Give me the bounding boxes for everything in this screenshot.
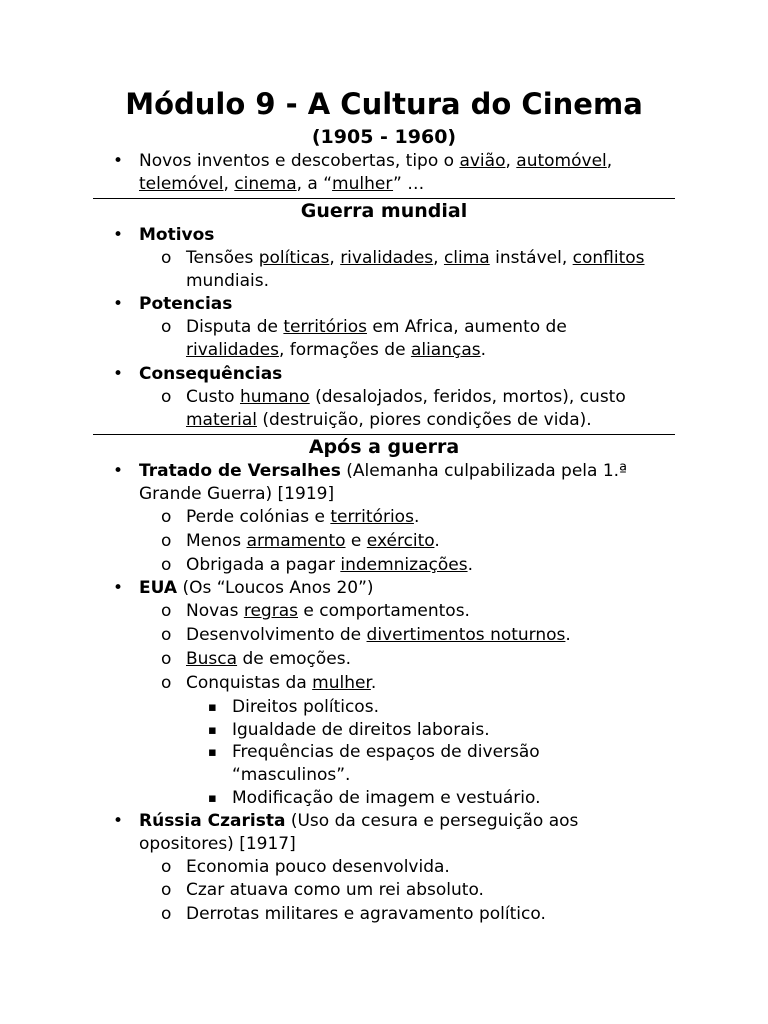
- potencias-line-1: Disputa de territórios em Africa, aumento de: [186, 317, 567, 337]
- eua-subitem-4: Modificação de imagem e vestuário.: [232, 788, 541, 808]
- eua-line-1: EUA (Os “Loucos Anos 20”): [139, 578, 374, 598]
- russia-line-1: Rússia Czarista (Uso da cesura e perseguição aos: [139, 811, 579, 831]
- label-potencias: Potencias: [139, 294, 233, 314]
- bullet-circle: o: [161, 857, 172, 877]
- page-title: Módulo 9 - A Cultura do Cinema: [125, 87, 643, 121]
- versalhes-item-1: Perde colónias e territórios.: [186, 507, 420, 527]
- bullet-circle: o: [161, 649, 172, 669]
- bullet-square: ▪: [208, 723, 217, 738]
- label-consequencias: Consequências: [139, 364, 283, 384]
- page-subtitle: (1905 - 1960): [311, 126, 457, 148]
- bullet-circle: o: [161, 904, 172, 924]
- motivos-line-1: Tensões políticas, rivalidades, clima instável, conflitos: [186, 248, 645, 268]
- bullet-circle: o: [161, 625, 172, 645]
- bullet-disc: •: [113, 811, 124, 831]
- eua-subitem-3b: “masculinos”.: [232, 765, 351, 785]
- bullet-circle: o: [161, 555, 172, 575]
- keyword-aviao: avião: [459, 151, 506, 171]
- bullet-square: ▪: [208, 700, 217, 715]
- consequencias-line-2: material (destruição, piores condições de vida).: [186, 410, 592, 430]
- label-versalhes: Tratado de Versalhes: [139, 461, 341, 481]
- eua-subitem-2: Igualdade de direitos laborais.: [232, 720, 490, 740]
- bullet-circle: o: [161, 507, 172, 527]
- section-heading-guerra-mundial: Guerra mundial: [300, 200, 468, 222]
- keyword-mulher: mulher: [332, 174, 394, 194]
- consequencias-line-1: Custo humano (desalojados, feridos, mortos), custo: [186, 387, 626, 407]
- intro-line-2: telemóvel, cinema, a “mulher” …: [139, 174, 425, 194]
- eua-item-3: Busca de emoções.: [186, 649, 352, 669]
- bullet-circle: o: [161, 601, 172, 621]
- russia-item-3: Derrotas militares e agravamento político.: [186, 904, 546, 924]
- label-motivos: Motivos: [139, 225, 215, 245]
- russia-line-2: opositores) [1917]: [139, 834, 296, 854]
- eua-item-1: Novas regras e comportamentos.: [186, 601, 470, 621]
- label-eua: EUA: [139, 578, 178, 598]
- bullet-circle: o: [161, 387, 172, 407]
- keyword-telemovel: telemóvel: [139, 174, 224, 194]
- motivos-line-2: mundiais.: [186, 271, 270, 291]
- bullet-disc: •: [113, 578, 124, 598]
- bullet-circle: o: [161, 317, 172, 337]
- versalhes-line-2: Grande Guerra) [1919]: [139, 484, 335, 504]
- label-russia: Rússia Czarista: [139, 811, 286, 831]
- bullet-square: ▪: [208, 791, 217, 806]
- bullet-disc: •: [113, 151, 124, 171]
- bullet-disc: •: [113, 461, 124, 481]
- versalhes-line-1: Tratado de Versalhes (Alemanha culpabilizada pela 1.ª: [139, 461, 628, 481]
- bullet-circle: o: [161, 673, 172, 693]
- bullet-circle: o: [161, 531, 172, 551]
- bullet-disc: •: [113, 364, 124, 384]
- bullet-square: ▪: [208, 745, 217, 760]
- eua-item-2: Desenvolvimento de divertimentos noturnos.: [186, 625, 571, 645]
- eua-item-4: Conquistas da mulher.: [186, 673, 377, 693]
- eua-subitem-1: Direitos políticos.: [232, 697, 379, 717]
- bullet-disc: •: [113, 294, 124, 314]
- intro-line-1: Novos inventos e descobertas, tipo o avião, automóvel,: [139, 151, 613, 171]
- versalhes-item-3: Obrigada a pagar indemnizações.: [186, 555, 473, 575]
- versalhes-item-2: Menos armamento e exército.: [186, 531, 440, 551]
- keyword-automovel: automóvel: [516, 151, 607, 171]
- russia-item-1: Economia pouco desenvolvida.: [186, 857, 450, 877]
- potencias-line-2: rivalidades, formações de alianças.: [186, 340, 487, 360]
- eua-subitem-3a: Frequências de espaços de diversão: [232, 742, 540, 762]
- keyword-cinema: cinema: [234, 174, 297, 194]
- bullet-circle: o: [161, 880, 172, 900]
- russia-item-2: Czar atuava como um rei absoluto.: [186, 880, 484, 900]
- bullet-disc: •: [113, 225, 124, 245]
- section-heading-apos-guerra: Após a guerra: [308, 436, 460, 458]
- bullet-circle: o: [161, 248, 172, 268]
